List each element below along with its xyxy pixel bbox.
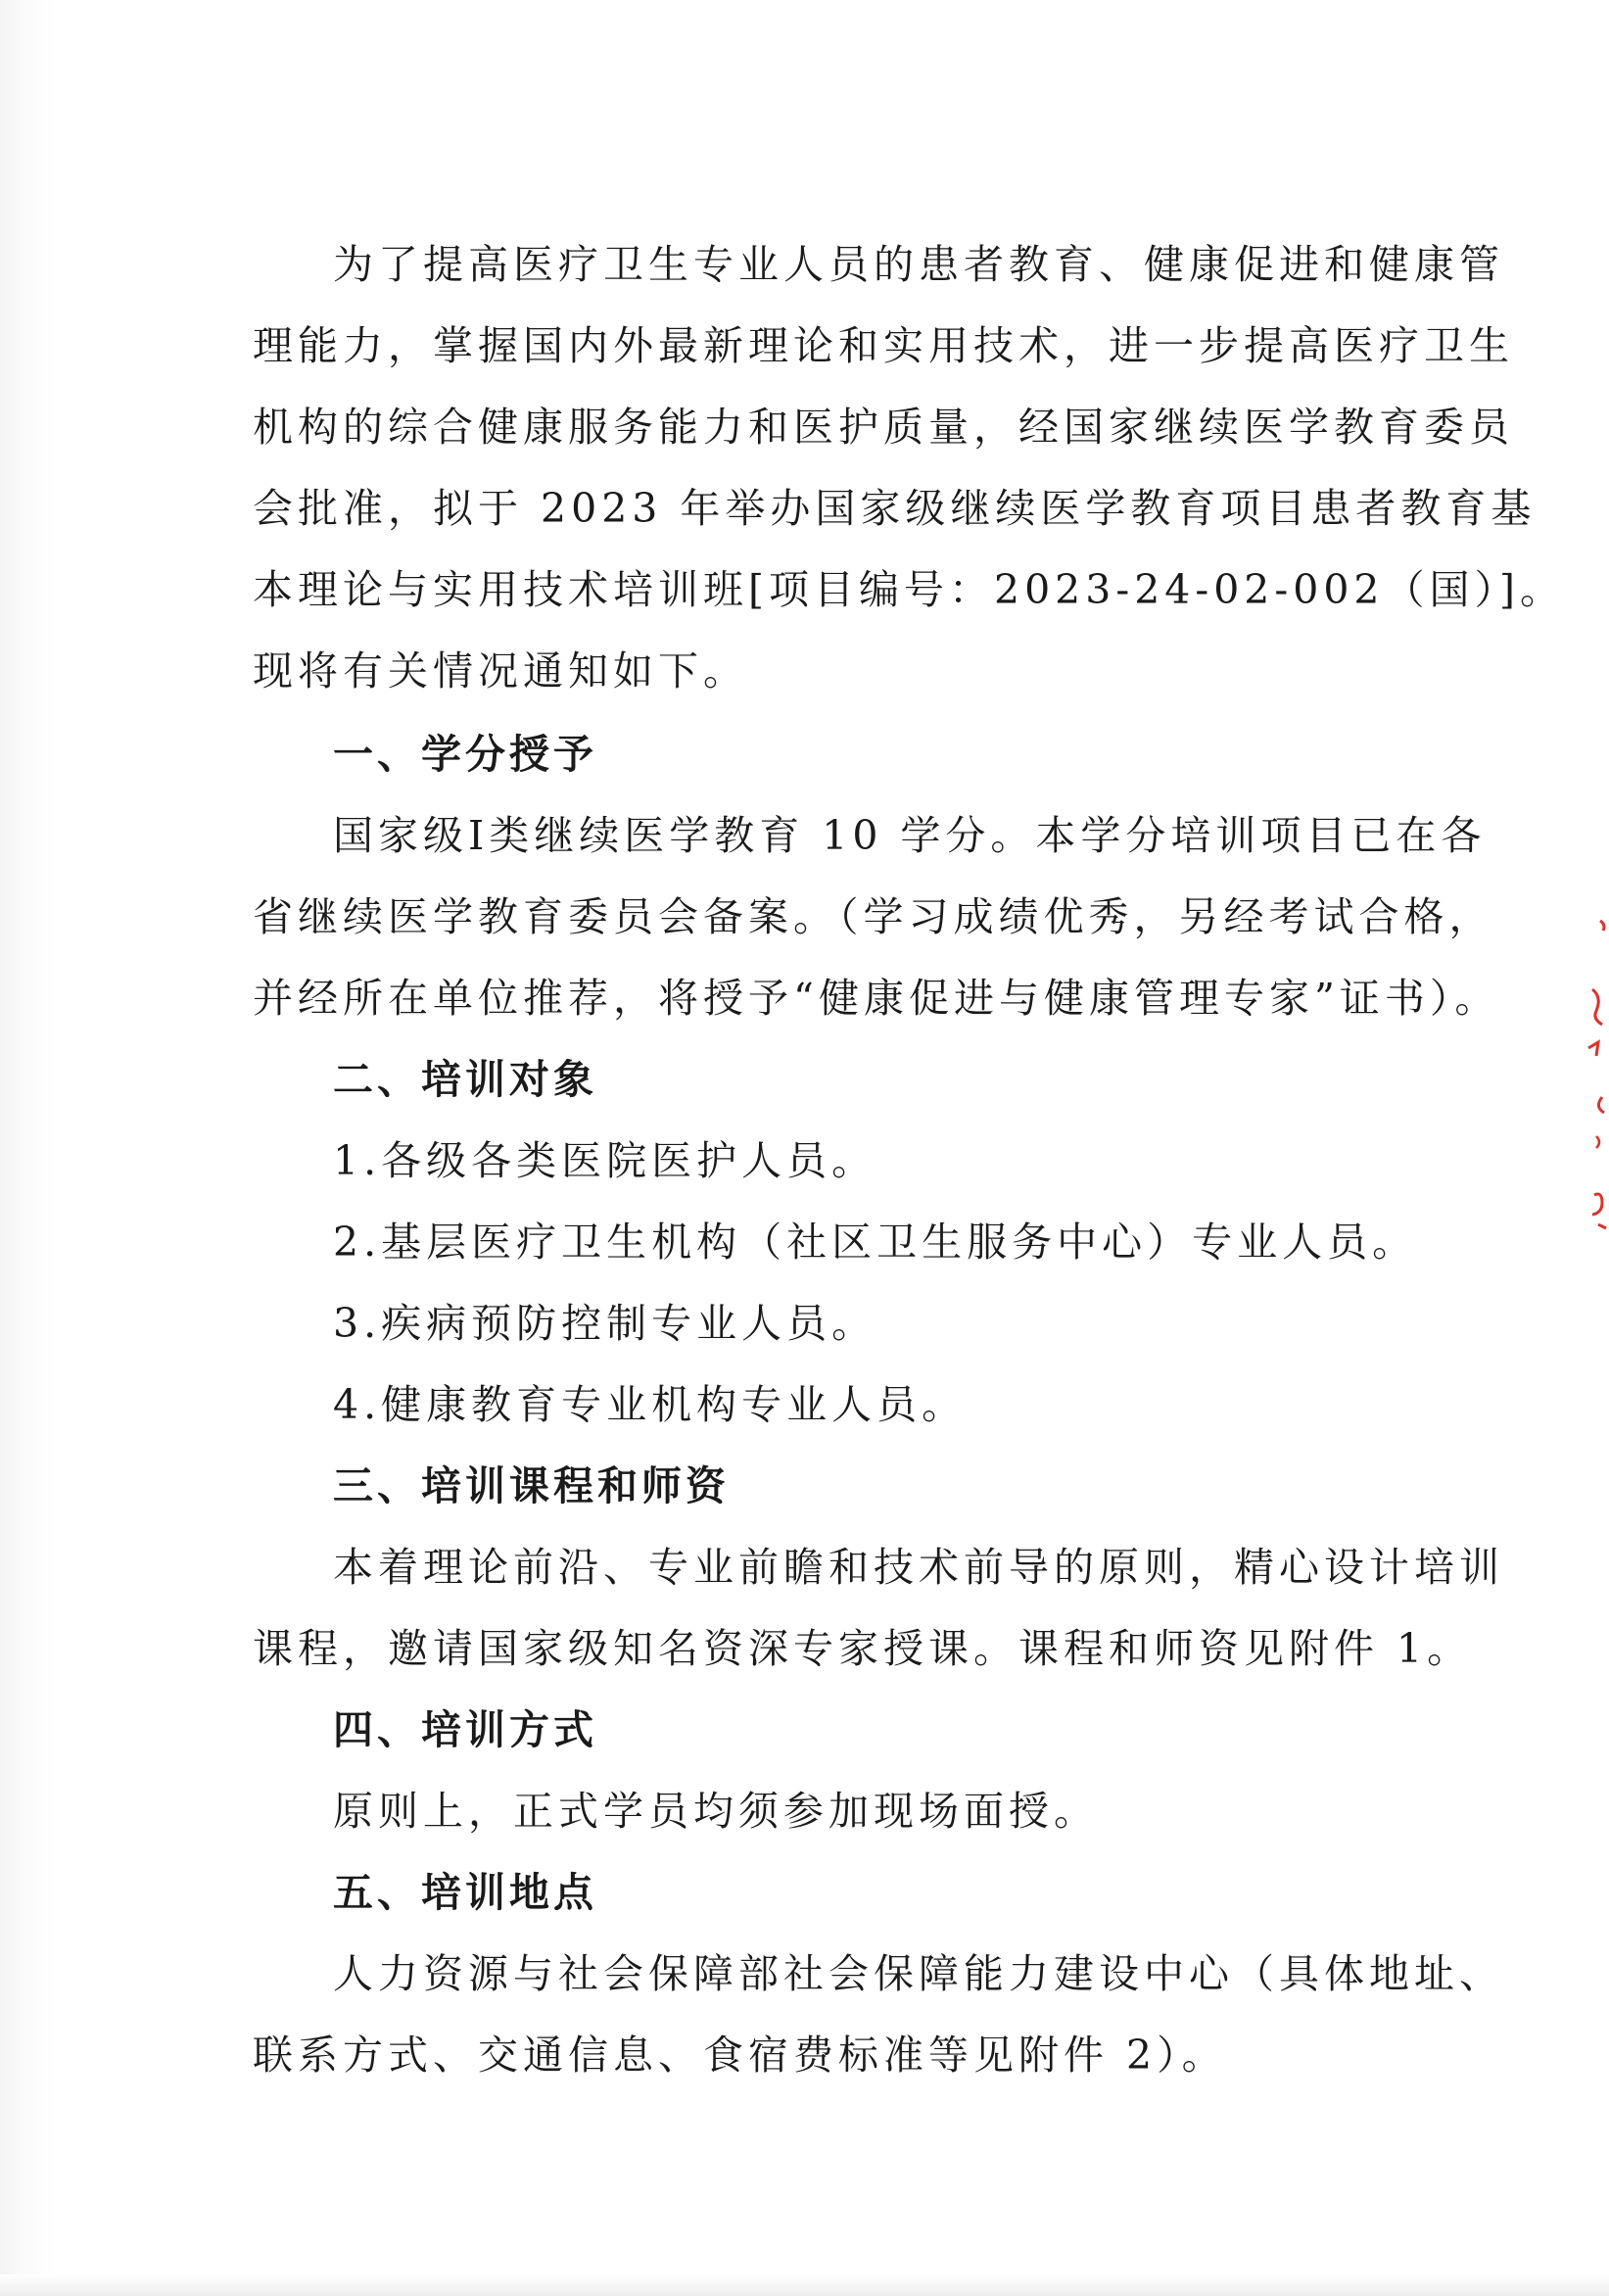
section-heading-audience: 二、培训对象 bbox=[333, 1056, 597, 1103]
intro-line-6: 现将有关情况通知如下。 bbox=[253, 647, 748, 694]
audience-item-1: 1.各级各类医院医护人员。 bbox=[333, 1137, 877, 1184]
scan-edge-bottom bbox=[0, 2274, 1609, 2296]
courses-line-2: 课程，邀请国家级知名资深专家授课。课程和师资见附件 1。 bbox=[253, 1625, 1473, 1672]
section-heading-method: 四、培训方式 bbox=[333, 1706, 597, 1753]
audience-item-4: 4.健康教育专业机构专业人员。 bbox=[333, 1381, 968, 1428]
location-line-1: 人力资源与社会保障部社会保障能力建设中心（具体地址、 bbox=[333, 1950, 1504, 1997]
courses-line-1: 本着理论前沿、专业前瞻和技术前导的原则，精心设计培训 bbox=[333, 1544, 1504, 1591]
section-heading-courses: 三、培训课程和师资 bbox=[333, 1462, 730, 1509]
intro-line-4: 会批准，拟于 2023 年举办国家级继续医学教育项目患者教育基 bbox=[253, 485, 1537, 532]
audience-item-3: 3.疾病预防控制专业人员。 bbox=[333, 1300, 877, 1347]
credits-line-2: 省继续医学教育委员会备案。（学习成绩优秀，另经考试合格， bbox=[253, 893, 1494, 940]
intro-line-3: 机构的综合健康服务能力和医护质量，经国家继续医学教育委员 bbox=[253, 404, 1514, 451]
method-line-1: 原则上，正式学员均须参加现场面授。 bbox=[333, 1788, 1099, 1835]
scan-edge-left bbox=[0, 0, 57, 2296]
seal-stamp-fragment bbox=[1579, 901, 1609, 1273]
credits-line-3: 并经所在单位推荐，将授予“健康促进与健康管理专家”证书）。 bbox=[253, 975, 1500, 1022]
intro-line-2: 理能力，掌握国内外最新理论和实用技术，进一步提高医疗卫生 bbox=[253, 322, 1514, 369]
intro-line-5: 本理论与实用技术培训班[项目编号：2023-24-02-002（国）]。 bbox=[253, 566, 1565, 613]
section-heading-credits: 一、学分授予 bbox=[333, 731, 597, 778]
intro-line-1: 为了提高医疗卫生专业人员的患者教育、健康促进和健康管 bbox=[333, 241, 1504, 288]
credits-line-1: 国家级Ⅰ类继续医学教育 10 学分。本学分培训项目已在各 bbox=[333, 812, 1487, 859]
section-heading-location: 五、培训地点 bbox=[333, 1869, 597, 1916]
location-line-2: 联系方式、交通信息、食宿费标准等见附件 2）。 bbox=[253, 2032, 1227, 2079]
audience-item-2: 2.基层医疗卫生机构（社区卫生服务中心）专业人员。 bbox=[333, 1219, 1418, 1266]
